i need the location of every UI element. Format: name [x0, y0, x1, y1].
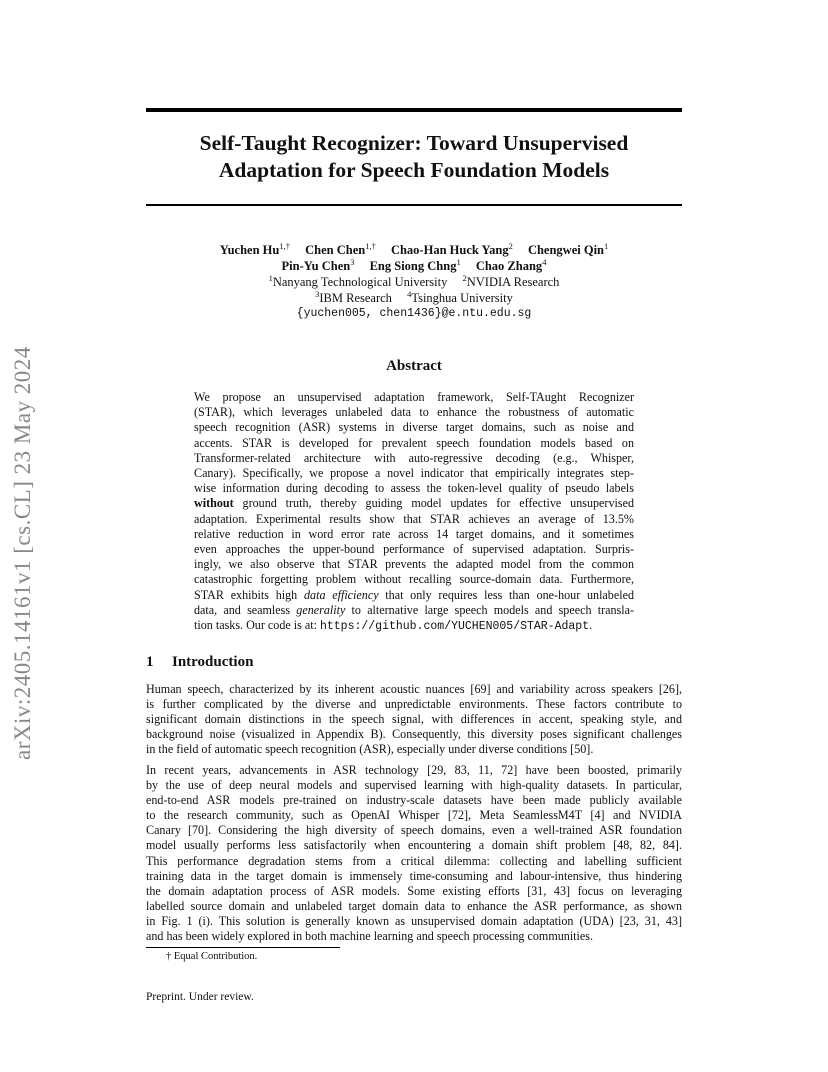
- arxiv-stamp: arXiv:2405.14161v1 [cs.CL] 23 May 2024: [10, 346, 35, 760]
- body-line: is further complicated by the diverse and unpredictable environments. These factors contribute to: [146, 697, 682, 712]
- affiliation-line: [146, 290, 682, 306]
- body-line: Human speech, characterized by its inherent acoustic nuances [69] and variability across speakers [26],: [146, 682, 682, 696]
- author-block: [146, 242, 682, 322]
- abstract-line: wise information during decoding to assess the token-level quality of pseudo labels: [194, 481, 634, 496]
- emphasis-italic: data efficiency: [303, 587, 379, 602]
- section-title: Introduction: [172, 654, 254, 670]
- abstract-line: [194, 496, 634, 511]
- body-line: in Fig. 1 (i). This solution is generally known as unsupervised domain adaptation (UDA) [23, 31, 43]: [146, 913, 682, 928]
- title-top-rule: [146, 108, 682, 112]
- abstract-line: Transformer-related architecture with auto-regressive decoding (e.g., Whisper,: [194, 450, 634, 465]
- abstract-line: catastrophic forgetting problem without recalling source-domain data. Furthermore,: [194, 572, 634, 587]
- footnote-rule: [146, 947, 340, 948]
- author-name: Chen Chen: [305, 243, 366, 257]
- abstract-line: [194, 618, 634, 634]
- body-line: by the use of deep neural models and supervised learning with high-quality datasets. In particular,: [146, 778, 682, 793]
- body-line: and has been widely explored in both machine learning and speech processing communities.: [146, 929, 594, 944]
- abstract-text: .: [589, 618, 593, 633]
- abstract-line: even approaches the upper-bound performance of supervised adaptation. Surpris-: [194, 542, 634, 557]
- body-line: This performance degradation stems from a critical dilemma: collecting and labelling sufficient: [146, 853, 682, 868]
- abstract-line: accents. STAR is developed for prevalent speech foundation models based on: [194, 435, 634, 450]
- abstract-line: adaptation. Experimental results show that STAR achieves an average of 13.5%: [194, 511, 634, 526]
- body-line: training data in the target domain is immensely time-consuming and labour-intensive, thus hindering: [146, 868, 682, 883]
- body-line: background noise (visualized in Appendix B). Consequently, this diversity poses significant challenges: [146, 727, 682, 742]
- paper-title: [146, 130, 682, 184]
- author-email[interactable]: {yuchen005, chen1436}@e.ntu.edu.sg: [296, 307, 532, 320]
- title-line: Self-Taught Recognizer: Toward Unsupervised: [199, 131, 629, 155]
- affiliation-sup: 1: [268, 273, 273, 283]
- abstract-line: We propose an unsupervised adaptation framework, Self-TAught Recognizer: [194, 390, 634, 404]
- abstract-line: relative reduction in word error rate across 14 target domains, and it sometimes: [194, 526, 634, 541]
- author-sup: 4: [542, 257, 547, 267]
- affiliation-sup: 3: [315, 289, 320, 299]
- body-line: in the field of automatic speech recognition (ASR), especially under diverse conditions [50].: [146, 742, 594, 757]
- body-line: the domain adaptation process of ASR models. Some existing efforts [31, 43] focus on leveraging: [146, 883, 682, 898]
- abstract-line: [194, 588, 634, 603]
- footnote: † Equal Contribution.: [166, 951, 258, 962]
- author-line: [146, 242, 682, 258]
- intro-paragraph-2: [146, 763, 682, 944]
- body-line: In recent years, advancements in ASR technology [29, 83, 11, 72] have been boosted, primarily: [146, 763, 682, 777]
- abstract-body: [194, 390, 634, 634]
- affiliation: NVIDIA Research: [466, 275, 560, 289]
- affiliation-sup: 4: [407, 289, 412, 299]
- author-line: [146, 258, 682, 274]
- author-sup: 1,†: [279, 241, 290, 251]
- body-line: to the research community, such as OpenAI Whisper [72], Meta SeamlessM4T [4] and NVIDIA: [146, 808, 682, 823]
- author-sup: 1: [604, 241, 609, 251]
- affiliation: Nanyang Technological University: [272, 275, 448, 289]
- emphasis-italic: generality: [296, 602, 346, 617]
- author-sup: 1: [456, 257, 461, 267]
- abstract-line: ingly, we also observe that STAR prevents the adapted model from the common: [194, 557, 634, 572]
- abstract-text: STAR exhibits high: [194, 587, 304, 602]
- abstract-text: data, and seamless: [194, 602, 297, 617]
- section-number: 1: [146, 654, 154, 670]
- abstract-line: (STAR), which leverages unlabeled data to enhance the robustness of automatic: [194, 405, 634, 420]
- preprint-note: Preprint. Under review.: [146, 991, 254, 1003]
- intro-paragraph-1: [146, 682, 682, 757]
- section-heading: [146, 654, 253, 671]
- affiliation-line: [146, 274, 682, 290]
- abstract-line: speech recognition (ASR) systems in diverse target domains, such as noise and: [194, 420, 634, 435]
- abstract-line: Canary). Specifically, we propose a novel indicator that empirically integrates step-: [194, 466, 634, 481]
- body-line: significant domain distinctions in the speech signal, with differences in accent, speaking style, and: [146, 712, 682, 727]
- affiliation: Tsinghua University: [411, 291, 513, 305]
- affiliation-sup: 2: [462, 273, 467, 283]
- code-link[interactable]: https://github.com/YUCHEN005/STAR-Adapt: [319, 620, 590, 634]
- author-sup: 2: [508, 241, 513, 251]
- author-sup: 1,†: [365, 241, 376, 251]
- emphasis-bold: without: [194, 496, 234, 511]
- body-line: labelled source domain and unlabeled target domain data to enhance the ASR performance, as shown: [146, 898, 682, 913]
- body-line: Canary [70]. Considering the high diversity of speech domains, even a well-trained ASR foundation: [146, 823, 682, 838]
- body-line: end-to-end ASR models pre-trained on industry-scale datasets have been made publicly available: [146, 793, 682, 808]
- abstract-text: tion tasks. Our code is at:: [194, 618, 320, 633]
- abstract-text: to alternative large speech models and speech transla-: [345, 602, 634, 617]
- affiliation: IBM Research: [319, 291, 392, 305]
- title-line: Adaptation for Speech Foundation Models: [218, 158, 610, 182]
- author-name: Yuchen Hu: [219, 243, 280, 257]
- body-line: model usually performs less satisfactorily when encountering a domain shift problem [48, 82, 84].: [146, 838, 682, 853]
- abstract-text: that only requires less than one-hour unlabeled: [378, 587, 634, 602]
- author-name: Eng Siong Chng: [369, 259, 457, 273]
- author-name: Chao-Han Huck Yang: [390, 243, 509, 257]
- title-bottom-rule: [146, 204, 682, 206]
- abstract-text: ground truth, thereby guiding model updates for effective unsupervised: [233, 496, 634, 511]
- author-name: Chao Zhang: [475, 259, 543, 273]
- abstract-line: [194, 603, 634, 618]
- author-name: Chengwei Qin: [527, 243, 605, 257]
- author-name: Pin-Yu Chen: [281, 259, 351, 273]
- author-sup: 3: [350, 257, 355, 267]
- abstract-heading: Abstract: [386, 358, 442, 374]
